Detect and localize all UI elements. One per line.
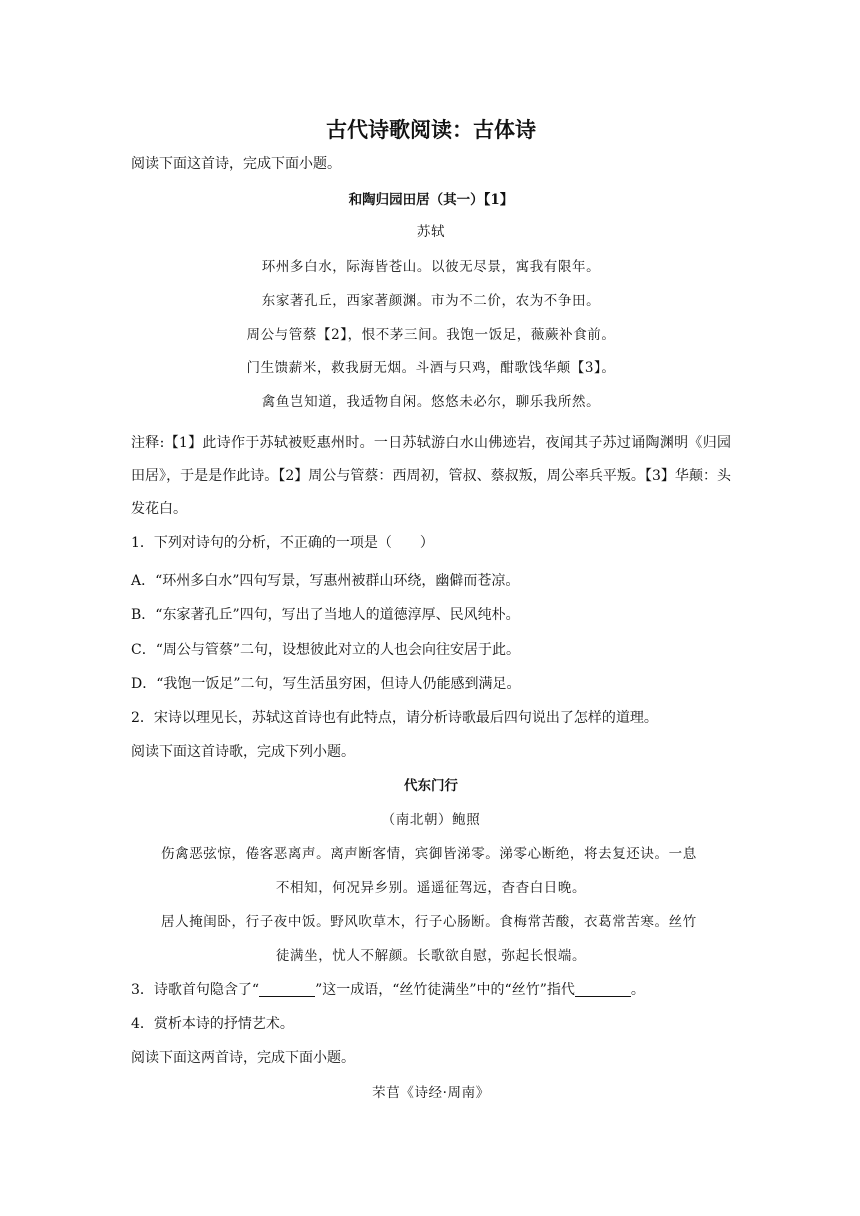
poem-author-2: （南北朝）鲍照 (381, 812, 481, 828)
instruction-3: 阅读下面这两首诗，完成下面小题。 (131, 1050, 355, 1066)
question-2: 2．宋诗以理见长，苏轼这首诗也有此特点，请分析诗歌最后四句说出了怎样的道理。 (131, 710, 658, 726)
poem-author-1: 苏轼 (416, 224, 446, 240)
option-d: D．“我饱一饭足”二句，写生活虽穷困，但诗人仍能感到满足。 (131, 676, 521, 692)
question-4: 4．赏析本诗的抒情艺术。 (131, 1016, 294, 1032)
poem-line: 环州多白水，际海皆苍山。以彼无尽景，寓我有限年。 (261, 259, 601, 275)
poem-paragraph-2-cont: 徒满坐，忧人不解颜。长歌欲自慰，弥起长恨端。 (275, 948, 587, 964)
poem-paragraph-1-cont: 不相知，何况异乡别。遥遥征驾远，杳杳白日晚。 (275, 880, 587, 896)
poem-notes: 注释:【1】此诗作于苏轼被贬惠州时。一日苏轼游白水山佛迹岩，夜闻其子苏过诵陶渊明《归园田居》，于是是作此诗。【2】周公与管蔡：西周初，管叔、蔡叔叛，周公率兵平叛。【3】华颠：头发花白。 (131, 435, 731, 517)
question-3-part-2: ”这一成语，“丝竹徒满坐”中的“丝竹”指代 (315, 982, 575, 998)
poem-line: 东家著孔丘，西家著颜渊。市为不二价，农为不争田。 (261, 293, 601, 309)
poem-line: 禽鱼岂知道，我适物自闲。悠悠未必尔，聊乐我所然。 (261, 394, 601, 410)
instruction-2: 阅读下面这首诗歌，完成下列小题。 (131, 744, 355, 760)
question-3-part-3: 。 (630, 982, 645, 998)
poem-title-3: 芣苢《诗经·周南》 (372, 1085, 490, 1101)
instruction-1: 阅读下面这首诗，完成下面小题。 (131, 156, 341, 172)
question-1: 1．下列对诗句的分析，不正确的一项是（ ） (131, 535, 434, 551)
page-title: 古代诗歌阅读：古体诗 (326, 118, 536, 142)
poem-line: 门生馈薪米，救我厨无烟。斗酒与只鸡，酣歌饯华颠【3】。 (246, 360, 616, 376)
option-a: A．“环州多白水”四句写景，写惠州被群山环绕，幽僻而苍凉。 (131, 573, 520, 589)
poem-title-1: 和陶归园田居（其一）【1】 (348, 192, 514, 208)
poem-line: 周公与管蔡【2】，恨不茅三间。我饱一饭足，薇蕨补食前。 (246, 327, 616, 343)
question-3 (131, 980, 645, 1000)
question-3-part-1: 3．诗歌首句隐含了“ (131, 982, 260, 998)
option-c: C．“周公与管蔡”二句，设想彼此对立的人也会向往安居于此。 (131, 642, 521, 658)
answer-blank-1[interactable] (259, 982, 315, 997)
poem-paragraph-2: 居人掩闺卧，行子夜中饭。野风吹草木，行子心肠断。食梅常苦酸，衣葛常苦寒。丝竹 (161, 914, 697, 930)
option-b: B．“东家著孔丘”四句，写出了当地人的道德淳厚、民风纯朴。 (131, 607, 520, 623)
poem-paragraph-1: 伤禽恶弦惊，倦客恶离声。离声断客情，宾御皆涕零。涕零心断绝，将去复还诀。一息 (161, 846, 697, 862)
answer-blank-2[interactable] (575, 982, 631, 997)
poem-title-2: 代东门行 (404, 778, 458, 794)
